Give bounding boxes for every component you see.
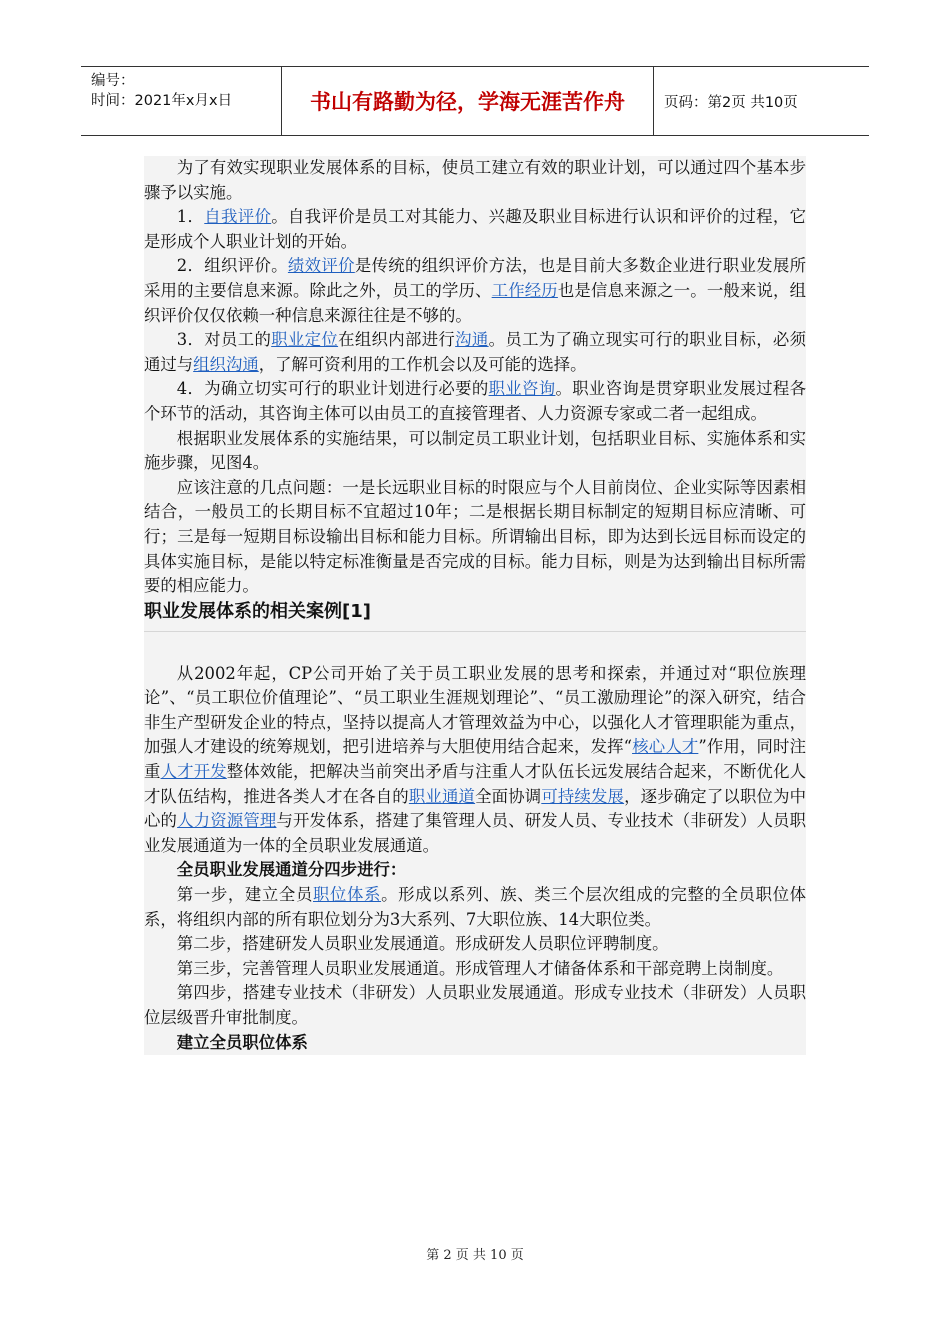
text: ，了解可资利用的工作机会以及可能的选择。 — [258, 354, 587, 374]
text: 在组织内部进行 — [338, 330, 456, 350]
case-paragraph — [144, 662, 806, 859]
notes-paragraph: 应该注意的几点问题：一是长远职业目标的时限应与个人目前岗位、企业实际等因素相结合，一般员工的长期目标不宜超过10年；二是根据长期目标制定的短期目标应清晰、可行；三是每一短期目标设输出目标和能力目标。所谓输出目标，即为达到长远目标而设定的具体实施目标，是能以特定标准衡量是否完成的目标。能力目标，则是为达到输出目标所需要的相应能力。 — [144, 477, 806, 596]
text: ”作用，同时注重 — [144, 737, 806, 782]
text: 1． — [176, 207, 205, 227]
time-label: 时间：2021年x月x日 — [91, 93, 233, 109]
text: 与开发体系，搭建了集管理人员、研发人员、专业技术（非研发）人员职业发展通道为一体的全员职业发展通道。 — [144, 811, 807, 855]
step-4-paragraph — [144, 377, 806, 426]
phase-4-paragraph: 第四步，搭建专业技术（非研发）人员职业发展通道。形成专业技术（非研发）人员职位层级晋升审批制度。 — [144, 983, 806, 1027]
link-communication[interactable]: 沟通 — [455, 330, 489, 350]
text: 4．为确立切实可行的职业计划进行必要的 — [176, 379, 489, 399]
link-career-channel[interactable]: 职业通道 — [408, 786, 476, 806]
step-2-paragraph — [144, 254, 806, 328]
link-work-experience[interactable]: 工作经历 — [491, 280, 558, 300]
link-career-positioning[interactable]: 职业定位 — [271, 330, 339, 350]
link-career-consulting[interactable]: 职业咨询 — [488, 379, 556, 399]
text: 整体效能，把解决当前突出矛盾与注重人才队伍长远发展结合起来，不断优化人才队伍结构，推进各类人才在各自的 — [144, 762, 807, 806]
phase-1-paragraph — [144, 883, 806, 932]
link-core-talent[interactable]: 核心人才 — [632, 737, 699, 757]
step-3-paragraph — [144, 328, 806, 377]
page-header — [81, 66, 869, 136]
step-1-paragraph — [144, 205, 806, 254]
text: ，逐步确定了以职位为中心的 — [144, 786, 807, 831]
text: 3．对员工的 — [176, 330, 272, 350]
link-talent-development[interactable]: 人才开发 — [160, 762, 227, 782]
link-performance-evaluation[interactable]: 绩效评价 — [287, 256, 355, 276]
text: 。形成以系列、族、类三个层次组成的完整的全员职位体系，将组织内部的所有职位划分为3大系列、7大职位族、14大职位类。 — [144, 885, 807, 929]
text: 第一步，建立全员 — [176, 885, 313, 905]
number-label: 编号： — [91, 73, 135, 89]
subsection-heading: 建立全员职位体系 — [176, 1032, 308, 1052]
header-page-label: 页码：第2页 共10页 — [664, 94, 798, 111]
link-position-system[interactable]: 职位体系 — [312, 885, 382, 905]
text: 从2002年起，CP公司开始了关于员工职业发展的思考和探索，并通过对“职位族理论”、“员工职位价值理论”、“员工职业生涯规划理论”、“员工激励理论”的深入研究，结合非生产型研发企业的特点，坚持以提高人才管理效益为中心，以强化人才管理职能为重点，加强人才建设的统筹规划，把引进培养与大胆使用结合起来，发挥“ — [144, 663, 806, 757]
text: 2．组织评价。 — [176, 256, 288, 276]
link-sustainable-development[interactable]: 可持续发展 — [541, 786, 625, 806]
section-heading: 职业发展体系的相关案例[1] — [144, 600, 371, 622]
phase-3-paragraph: 第三步，完善管理人员职业发展通道。形成管理人才储备体系和干部竞聘上岗制度。 — [176, 958, 784, 978]
header-motto: 书山有路勤为径，学海无涯苦作舟 — [281, 67, 654, 135]
header-meta — [81, 67, 281, 135]
phase-2-paragraph: 第二步，搭建研发人员职业发展通道。形成研发人员职位评聘制度。 — [176, 934, 669, 954]
document-body — [144, 156, 806, 1055]
text: 也是信息来源之一。一般来说，组织评价仅仅依赖一种信息来源往往是不够的。 — [144, 280, 807, 325]
divider — [144, 631, 806, 632]
text: 全面协调 — [475, 786, 542, 806]
plan-paragraph: 根据职业发展体系的实施结果，可以制定员工职业计划，包括职业目标、实施体系和实施步骤，见图4。 — [144, 428, 806, 473]
link-hr-management[interactable]: 人力资源管理 — [177, 811, 277, 831]
text: 。员工为了确立现实可行的职业目标，必须通过与 — [144, 330, 807, 374]
link-org-communication[interactable]: 组织沟通 — [193, 354, 259, 374]
intro-paragraph: 为了有效实现职业发展体系的目标，使员工建立有效的职业计划，可以通过四个基本步骤予以实施。 — [144, 158, 806, 202]
link-self-evaluation[interactable]: 自我评价 — [204, 207, 272, 227]
page-footer: 第 2 页 共 10 页 — [426, 1248, 524, 1263]
text: 。职业咨询是贯穿职业发展过程各个环节的活动，其咨询主体可以由员工的直接管理者、人力资源专家或二者一起组成。 — [144, 379, 807, 423]
steps-heading: 全员职业发展通道分四步进行： — [176, 860, 407, 880]
text: 是传统的组织评价方法，也是目前大多数企业进行职业发展所采用的主要信息来源。除此之外，员工的学历、 — [144, 256, 807, 300]
text: 。自我评价是员工对其能力、兴趣及职业目标进行认识和评价的过程，它是形成个人职业计划的开始。 — [144, 207, 807, 251]
